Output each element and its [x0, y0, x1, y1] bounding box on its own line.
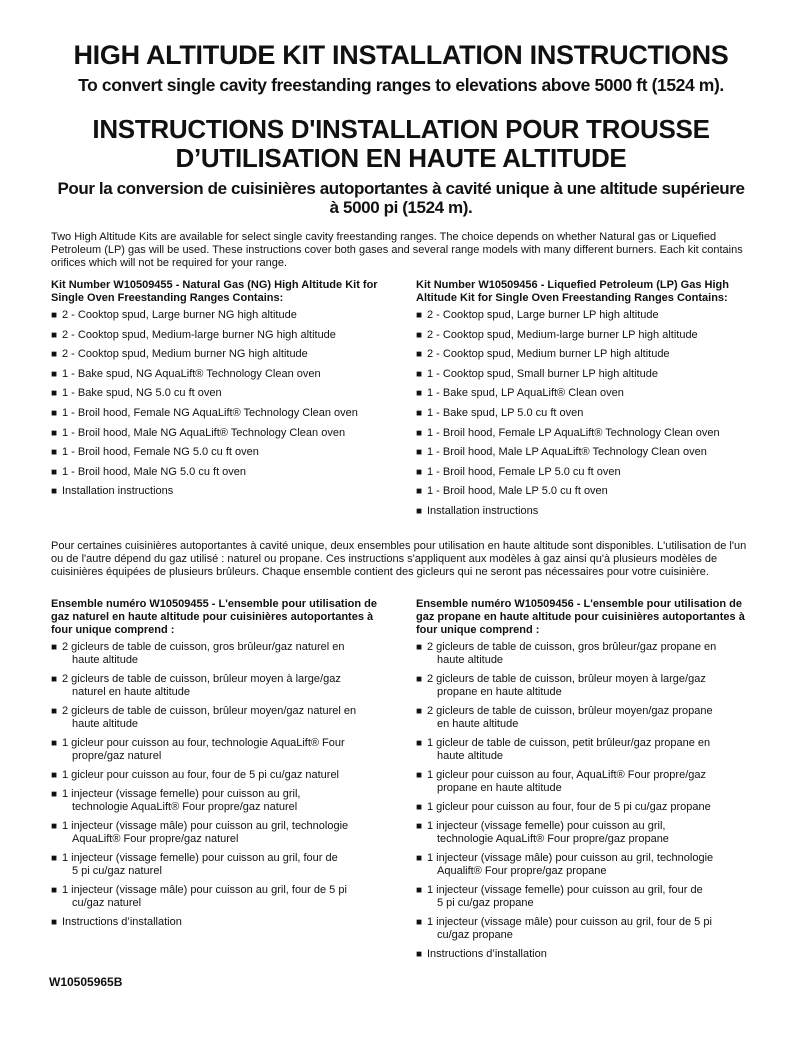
list-item: [51, 852, 396, 878]
list-item: ■ 1 - Broil hood, Female NG 5.0 cu ft oven: [51, 446, 396, 466]
list-item: ■ 1 - Broil hood, Male LP 5.0 cu ft oven: [416, 485, 761, 505]
list-item-line1: 1 injecteur (vissage femelle) pour cuisson au gril, four de: [62, 852, 338, 864]
list-item-line1: 2 gicleurs de table de cuisson, gros brûleur/gaz propane en: [427, 641, 717, 653]
subtitle-french-line1: Pour la conversion de cuisinières autoportantes à cavité unique à une altitude supérieure: [57, 179, 745, 198]
lp-kit-french-list: [416, 641, 761, 961]
list-item-line1: 1 gicleur de table de cuisson, petit brûleur/gaz propane en: [427, 737, 711, 749]
intro-french: Pour certaines cuisinières autoportantes à cavité unique, deux ensembles pour utilisation en haute altitude sont disponibles. L'utilisation de l'un ou de l'autre dépend du gaz utilisé : naturel ou propane. Ces instructions s'appliquent aux modèles à gaz ainsi qu'à plusieurs modèles de cuisinières équipées de plusieurs brûleurs. Chaque ensemble contient des gicleurs qui ne seront pas nécessaires pour votre cuisinière.: [51, 540, 747, 578]
list-item-line1: 2 gicleurs de table de cuisson, brûleur moyen/gaz naturel en: [62, 705, 357, 717]
ng-kit-english-list: [51, 309, 396, 505]
ng-kit-french: [51, 598, 396, 935]
title-french-line1: INSTRUCTIONS D'INSTALLATION POUR TROUSSE: [92, 114, 710, 144]
list-item-line1: 1 gicleur pour cuisson au four, technologie AquaLift® Four: [62, 737, 345, 749]
list-item: [51, 641, 396, 667]
list-item: ■ 1 - Bake spud, NG 5.0 cu ft oven: [51, 387, 396, 407]
list-item-line2: propane en haute altitude: [437, 686, 562, 698]
list-item-line1: 2 gicleurs de table de cuisson, brûleur moyen à large/gaz: [62, 673, 341, 685]
list-item-line1: 1 injecteur (vissage femelle) pour cuisson au gril,: [62, 788, 301, 800]
list-item-line1: Instructions d’installation: [427, 948, 547, 960]
list-item-line2: 5 pi cu/gaz naturel: [72, 865, 162, 877]
list-item-line2: haute altitude: [437, 750, 504, 762]
subtitle-french-line2: à 5000 pi (1524 m).: [329, 198, 473, 217]
list-item: [51, 820, 396, 846]
lp-kit-english-list: [416, 309, 761, 525]
list-item: ■ 2 - Cooktop spud, Medium-large burner NG high altitude: [51, 329, 396, 349]
list-item-line2: haute altitude: [437, 654, 504, 666]
list-item: [416, 852, 761, 878]
title-english: HIGH ALTITUDE KIT INSTALLATION INSTRUCTIONS: [73, 40, 729, 70]
list-item: [416, 769, 761, 795]
list-item-line1: 1 injecteur (vissage mâle) pour cuisson au gril, technologie: [62, 820, 349, 832]
list-item: [416, 737, 761, 763]
list-item: ■ 1 - Bake spud, LP 5.0 cu ft oven: [416, 407, 761, 427]
list-item: ■ 1 - Broil hood, Female LP AquaLift® Technology Clean oven: [416, 427, 761, 447]
list-item: [51, 916, 396, 929]
list-item-line2: cu/gaz propane: [437, 929, 513, 941]
list-item-line2: AquaLift® Four propre/gaz naturel: [72, 833, 239, 845]
list-item-line2: haute altitude: [72, 718, 139, 730]
list-item: ■ 1 - Broil hood, Male NG AquaLift® Technology Clean oven: [51, 427, 396, 447]
list-item: ■ 2 - Cooktop spud, Large burner LP high altitude: [416, 309, 761, 329]
subtitle-english: To convert single cavity freestanding ranges to elevations above 5000 ft (1524 m).: [78, 75, 724, 95]
list-item-line2: naturel en haute altitude: [72, 686, 191, 698]
list-item: ■ 2 - Cooktop spud, Medium burner NG high altitude: [51, 348, 396, 368]
list-item-line1: 2 gicleurs de table de cuisson, brûleur moyen à large/gaz: [427, 673, 706, 685]
list-item-line1: 1 injecteur (vissage mâle) pour cuisson au gril, four de 5 pi: [62, 884, 347, 896]
list-item-line1: Instructions d’installation: [62, 916, 182, 928]
lp-kit-english: [416, 279, 761, 525]
list-item: ■ 2 - Cooktop spud, Medium-large burner LP high altitude: [416, 329, 761, 349]
list-item: [416, 641, 761, 667]
ng-kit-french-list: [51, 641, 396, 929]
list-item: ■ 1 - Broil hood, Female NG AquaLift® Technology Clean oven: [51, 407, 396, 427]
list-item: [51, 884, 396, 910]
list-item-line2: en haute altitude: [437, 718, 519, 730]
list-item: [416, 705, 761, 731]
list-item: ■ 1 - Cooktop spud, Small burner LP high altitude: [416, 368, 761, 388]
list-item: [51, 737, 396, 763]
list-item-line2: Aqualift® Four propre/gaz propane: [437, 865, 607, 877]
list-item: ■ Installation instructions: [416, 505, 761, 525]
list-item-line2: technologie AquaLift® Four propre/gaz naturel: [72, 801, 298, 813]
list-item: ■ 1 - Bake spud, NG AquaLift® Technology Clean oven: [51, 368, 396, 388]
lp-kit-english-title: Kit Number W10509456 - Liquefied Petroleum (LP) Gas High Altitude Kit for Single Oven Freestanding Ranges Contains:: [416, 279, 729, 304]
list-item: ■ 2 - Cooktop spud, Large burner NG high altitude: [51, 309, 396, 329]
list-item-line1: 1 injecteur (vissage femelle) pour cuisson au gril,: [427, 820, 666, 832]
list-item-line1: 1 injecteur (vissage mâle) pour cuisson au gril, four de 5 pi: [427, 916, 712, 928]
list-item-line1: 1 injecteur (vissage femelle) pour cuisson au gril, four de: [427, 884, 703, 896]
list-item-line1: 1 injecteur (vissage mâle) pour cuisson au gril, technologie: [427, 852, 714, 864]
list-item-line1: 1 gicleur pour cuisson au four, AquaLift® Four propre/gaz: [427, 769, 706, 781]
list-item-line2: 5 pi cu/gaz propane: [437, 897, 534, 909]
list-item: ■ 2 - Cooktop spud, Medium burner LP high altitude: [416, 348, 761, 368]
title-french: [0, 115, 802, 173]
document-number: W10505965B: [49, 975, 123, 989]
list-item-line1: 1 gicleur pour cuisson au four, four de 5 pi cu/gaz naturel: [62, 769, 340, 781]
list-item: [416, 916, 761, 942]
list-item-line2: technologie AquaLift® Four propre/gaz propane: [437, 833, 669, 845]
list-item: [51, 788, 396, 814]
list-item: ■ 1 - Bake spud, LP AquaLift® Clean oven: [416, 387, 761, 407]
list-item: [51, 769, 396, 782]
ng-kit-english-title: Kit Number W10509455 - Natural Gas (NG) High Altitude Kit for Single Oven Freestanding Ranges Contains:: [51, 279, 378, 304]
list-item: [416, 884, 761, 910]
list-item: [51, 705, 396, 731]
ng-kit-french-title: Ensemble numéro W10509455 - L'ensemble pour utilisation de gaz naturel en haute altitude pour cuisinières autoportantes à four unique comprend :: [51, 598, 377, 636]
list-item-line2: haute altitude: [72, 654, 139, 666]
subtitle-french: [20, 179, 782, 217]
intro-english: Two High Altitude Kits are available for select single cavity freestanding ranges. The choice depends on whether Natural gas or Liquefied Petroleum (LP) gas will be used. These instructions cover both gases and several range models with many different burners. Each kit contains orifices which will not be required for your range.: [51, 231, 743, 269]
ng-kit-english: [51, 279, 396, 505]
list-item: ■ 1 - Broil hood, Female LP 5.0 cu ft oven: [416, 466, 761, 486]
title-french-line2: D’UTILISATION EN HAUTE ALTITUDE: [175, 143, 627, 173]
list-item-line1: 1 gicleur pour cuisson au four, four de 5 pi cu/gaz propane: [427, 801, 711, 813]
list-item: ■ Installation instructions: [51, 485, 396, 505]
list-item: [51, 673, 396, 699]
list-item: ■ 1 - Broil hood, Male NG 5.0 cu ft oven: [51, 466, 396, 486]
list-item-line2: propane en haute altitude: [437, 782, 562, 794]
list-item: [416, 820, 761, 846]
list-item-line2: cu/gaz naturel: [72, 897, 142, 909]
list-item: [416, 673, 761, 699]
list-item: [416, 801, 761, 814]
list-item-line1: 2 gicleurs de table de cuisson, brûleur moyen/gaz propane: [427, 705, 713, 717]
lp-kit-french: [416, 598, 761, 967]
list-item: ■ 1 - Broil hood, Male LP AquaLift® Technology Clean oven: [416, 446, 761, 466]
list-item: [416, 948, 761, 961]
lp-kit-french-title: Ensemble numéro W10509456 - L'ensemble pour utilisation de gaz propane en haute altitude pour cuisinières autoportantes à four unique comprend :: [416, 598, 745, 636]
list-item-line1: 2 gicleurs de table de cuisson, gros brûleur/gaz naturel en: [62, 641, 345, 653]
list-item-line2: propre/gaz naturel: [72, 750, 162, 762]
